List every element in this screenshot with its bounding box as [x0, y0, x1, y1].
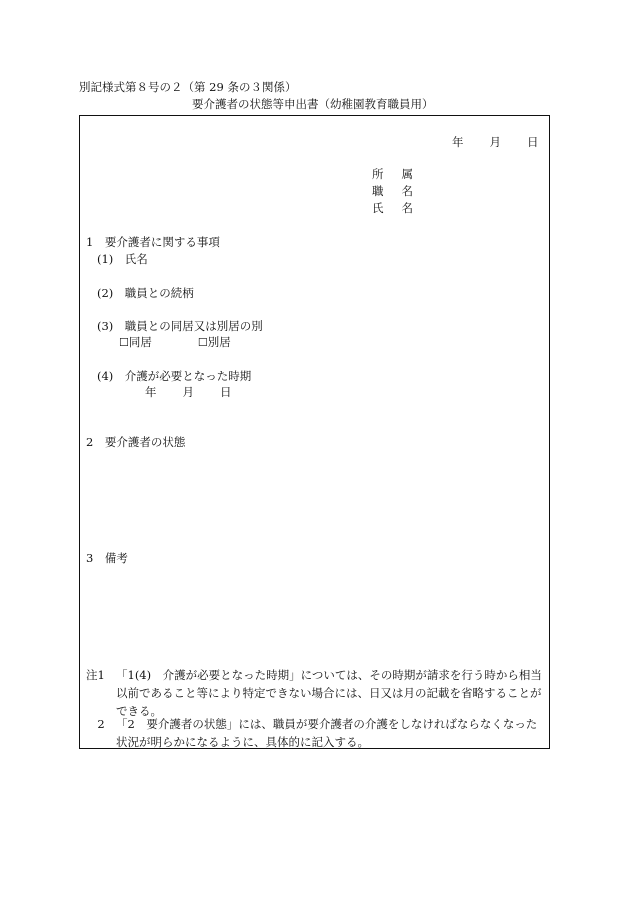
care-start-date: 年 月 日 — [145, 385, 232, 399]
applicant-position: 職 名 — [372, 184, 413, 198]
date-day: 日 — [527, 135, 539, 149]
applicant-affiliation: 所 属 — [372, 167, 413, 181]
section1-item-relationship: (2) 職員との続柄 — [97, 286, 194, 300]
checkbox-cohabit[interactable]: ☐同居 — [119, 335, 152, 349]
form-title: 要介護者の状態等申出書（幼稚園教育職員用） — [192, 97, 434, 111]
note-2-label: 2 — [97, 717, 105, 731]
note-1-text: 「1(4) 介護が必要となった時期」については、その時期が請求を行う時から相当以前であること等により特定できない場合には、日又は月の記載を省略することができる。 — [116, 668, 542, 718]
checkbox-separate[interactable]: ☐別居 — [197, 335, 231, 349]
checkbox-icon: ☐ — [197, 336, 208, 349]
section1-item-care-start: (4) 介護が必要となった時期 — [97, 369, 252, 383]
note-1-label: 注1 — [86, 668, 105, 682]
date-row — [452, 136, 539, 150]
section1-title: 1 要介護者に関する事項 — [86, 235, 220, 249]
date-month: 月 — [489, 135, 501, 149]
form-number: 別記様式第８号の２（第 29 条の３関係） — [79, 80, 297, 94]
section3-title: 3 備考 — [86, 551, 128, 565]
section2-title: 2 要介護者の状態 — [86, 435, 186, 449]
checkbox-icon: ☐ — [119, 336, 129, 349]
residence-options — [119, 336, 231, 350]
form-box — [79, 115, 550, 749]
applicant-name: 氏 名 — [372, 201, 413, 215]
note-2-text: 「2 要介護者の状態」には、職員が要介護者の介護をしなければならなくなった状況が明らかになるように、具体的に記入する。 — [116, 717, 538, 749]
section1-item-name: (1) 氏名 — [97, 252, 148, 266]
note-2 — [86, 716, 548, 752]
note-1 — [86, 667, 548, 720]
date-year: 年 — [452, 135, 464, 149]
section1-item-residence: (3) 職員との同居又は別居の別 — [97, 319, 263, 333]
